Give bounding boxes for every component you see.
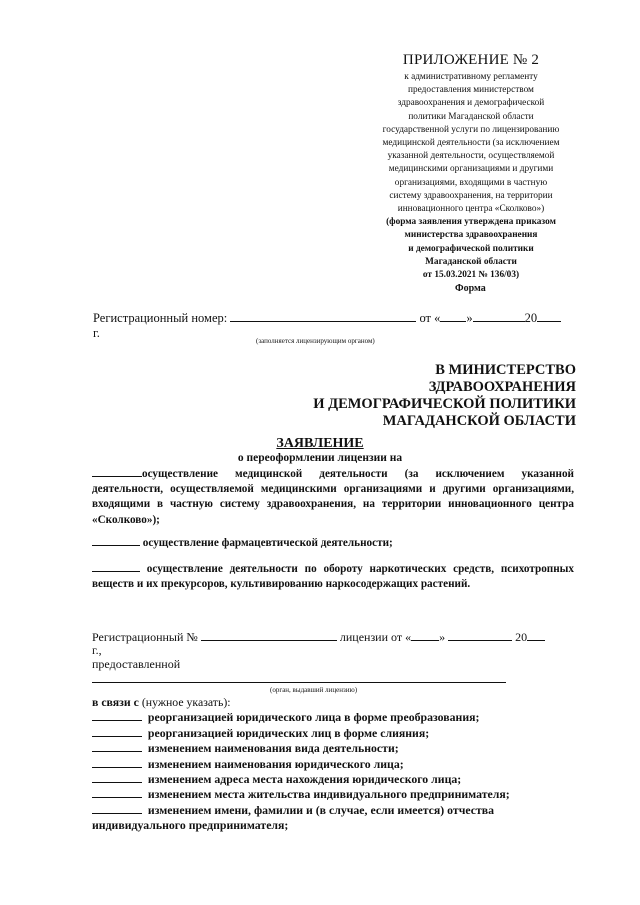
appendix-line: медицинской деятельности (за исключением [382,138,560,149]
reason-item [92,710,592,725]
reason-text: изменением адреса места нахождения юридического лица; [147,772,462,787]
statement-item-medical [92,466,574,528]
quote-close: » [466,311,473,325]
reason-item [92,741,592,756]
year-prefix: 20 [524,311,538,325]
reasons-list [92,695,592,834]
reason-item [92,726,592,741]
provided-label: предоставленной [92,657,181,671]
mark-field[interactable] [92,535,140,546]
mark-field[interactable] [92,710,142,721]
appendix-line: предоставления министерством [408,85,534,96]
issuing-authority-field[interactable] [92,682,506,683]
ministry-line: В МИНИСТЕРСТВО ЗДРАВООХРАНЕНИЯ [428,362,576,395]
reasons-lead-bold: в связи с [92,695,139,709]
statement-item-pharma [92,535,574,551]
mark-field[interactable] [92,466,142,477]
quote-close: » [439,630,446,644]
registration-number-label: Регистрационный номер: [93,311,228,325]
appendix-header [362,52,580,282]
license-month-field[interactable] [448,629,512,641]
order-reference-line: министерства здравоохранения [404,230,538,241]
appendix-line: государственной услуги по лицензированию [382,124,560,135]
order-reference-line: (форма заявления утверждена приказом [386,217,556,228]
appendix-line: медицинскими организациями и другими [388,164,554,175]
appendix-line: инновационного центра «Сколково») [397,204,545,215]
appendix-line: организациями, входящими в частную [394,177,548,188]
license-day-field[interactable] [411,629,439,641]
appendix-line: здравоохранения и демографической [397,98,545,109]
reason-text: реорганизацией юридического лица в форме преобразования; [147,710,480,725]
date-from-label: от « [419,311,441,325]
order-reference-line: от 15.03.2021 № 136/03) [422,270,520,281]
mark-field[interactable] [92,803,142,814]
day-field[interactable] [440,310,466,322]
month-field[interactable] [473,310,525,322]
license-registration-row [92,629,545,645]
mark-field[interactable] [92,726,142,737]
reason-item [92,803,592,818]
reason-item [92,772,592,787]
reason-item [92,787,592,802]
order-reference-line: Магаданской области [425,256,517,267]
appendix-line: политики Магаданской области [408,111,534,122]
ministry-addressee [300,362,576,430]
license-year-suffix: г., [92,643,102,657]
statement-title: ЗАЯВЛЕНИЕ [276,436,364,451]
appendix-title: ПРИЛОЖЕНИЕ № 2 [402,52,540,68]
reasons-lead [92,695,592,710]
statement-item-text: осуществление медицинской деятельности (за исключением указанной деятельности, осуществляемой медицинскими организациями и другими организациями, входящими в частную систему здравоохранения, на территории инновационного центра «Сколково»); [92,468,574,526]
reason-last-line: индивидуального предпринимателя; [92,818,289,833]
reason-text: реорганизацией юридических лиц в форме слияния; [147,725,430,740]
reason-text: изменением места жительства индивидуального предпринимателя; [147,787,510,802]
year-suffix: г. [93,326,100,340]
reason-text: изменением имени, фамилии и (в случае, если имеется) отчества [147,802,495,817]
reasons-lead-hint: (нужное указать): [141,695,231,709]
mark-field[interactable] [92,772,142,783]
registration-hint: (заполняется лицензирующим органом) [256,337,375,345]
order-reference-line: и демографической политики [408,243,534,254]
reason-item [92,757,592,772]
statement-subtitle: о переоформлении лицензии на [237,452,403,464]
issuing-authority-hint: (орган, выдавший лицензию) [270,686,358,694]
license-number-field[interactable] [201,629,337,641]
statement-item-text: осуществление фармацевтической деятельности; [142,537,393,549]
mark-field[interactable] [92,787,142,798]
appendix-line: к административному регламенту [404,72,538,82]
reason-text: изменением наименования юридического лица; [147,756,404,771]
license-reg-label: Регистрационный № [92,630,198,644]
appendix-line: систему здравоохранения, на территории [389,190,553,201]
mark-field[interactable] [92,741,142,752]
license-year-field[interactable] [527,629,545,641]
statement-item-text: осуществление деятельности по обороту наркотических средств, психотропных веществ и их прекурсоров, культивированию наркосодержащих растений. [92,563,575,591]
registration-number-field[interactable] [230,310,416,322]
year-field[interactable] [537,310,561,322]
mark-field[interactable] [92,561,140,572]
statement-item-narcotics [92,561,574,592]
reason-text: изменением наименования вида деятельности; [147,741,399,756]
year-prefix: 20 [515,630,528,644]
appendix-line: указанной деятельности, осуществляемой [387,151,555,162]
mark-field[interactable] [92,757,142,768]
form-label: Форма [455,283,486,294]
ministry-line: И ДЕМОГРАФИЧЕСКОЙ ПОЛИТИКИ [313,396,576,412]
license-from-label: лицензии от « [339,630,412,644]
ministry-line: МАГАДАНСКОЙ ОБЛАСТИ [382,413,576,429]
